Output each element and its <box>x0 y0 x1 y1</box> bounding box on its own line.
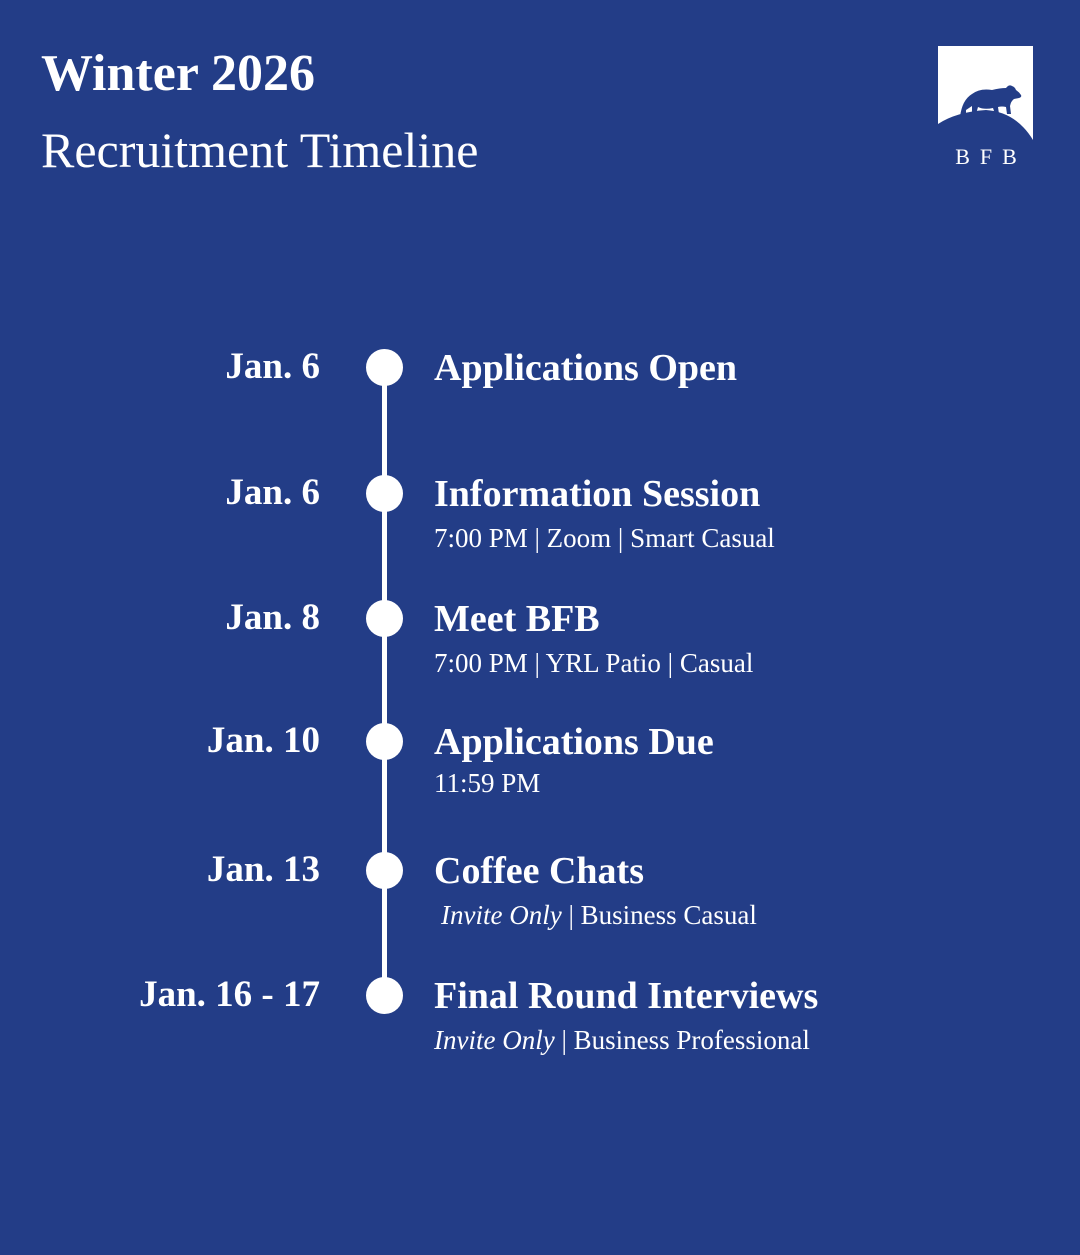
event-detail <box>434 522 775 554</box>
bfb-logo <box>936 44 1036 174</box>
timeline-event <box>0 720 1080 800</box>
event-title: Applications Open <box>434 347 738 389</box>
event-title: Applications Due <box>434 721 714 763</box>
event-detail <box>434 647 753 679</box>
timeline-dot <box>366 349 403 386</box>
timeline-dot <box>366 852 403 889</box>
logo-text: BFB <box>955 144 1027 169</box>
event-date: Jan. 6 <box>225 472 320 513</box>
timeline-event <box>0 346 1080 426</box>
page-subtitle: Recruitment Timeline <box>41 122 479 178</box>
event-detail-text: 7:00 PM | Zoom | Smart Casual <box>434 523 775 553</box>
timeline-dot <box>366 600 403 637</box>
event-date: Jan. 13 <box>206 849 320 890</box>
page-title: Winter 2026 <box>41 45 315 102</box>
timeline-event <box>0 849 1080 929</box>
timeline-event <box>0 472 1080 552</box>
timeline-dot <box>366 475 403 512</box>
event-date: Jan. 16 - 17 <box>139 974 320 1015</box>
timeline-dot <box>366 977 403 1014</box>
event-detail <box>434 1024 810 1056</box>
event-detail-text: | Business Professional <box>554 1025 810 1055</box>
event-detail-italic: Invite Only <box>434 1025 555 1055</box>
timeline-event <box>0 597 1080 677</box>
event-date: Jan. 10 <box>206 720 320 761</box>
event-detail-text: | Business Casual <box>561 900 757 930</box>
event-title: Final Round Interviews <box>434 975 819 1017</box>
event-detail <box>441 899 757 931</box>
event-detail-italic: Invite Only <box>441 900 562 930</box>
bear-icon <box>936 44 1036 144</box>
timeline-dot <box>366 723 403 760</box>
event-title: Information Session <box>434 473 761 515</box>
event-date: Jan. 6 <box>225 346 320 387</box>
timeline-event <box>0 974 1080 1054</box>
event-detail <box>434 767 540 799</box>
event-title: Meet BFB <box>434 598 600 640</box>
event-date: Jan. 8 <box>225 597 320 638</box>
event-detail-text: 7:00 PM | YRL Patio | Casual <box>434 648 754 678</box>
event-detail-text: 11:59 PM <box>434 768 541 798</box>
event-title: Coffee Chats <box>434 850 645 892</box>
